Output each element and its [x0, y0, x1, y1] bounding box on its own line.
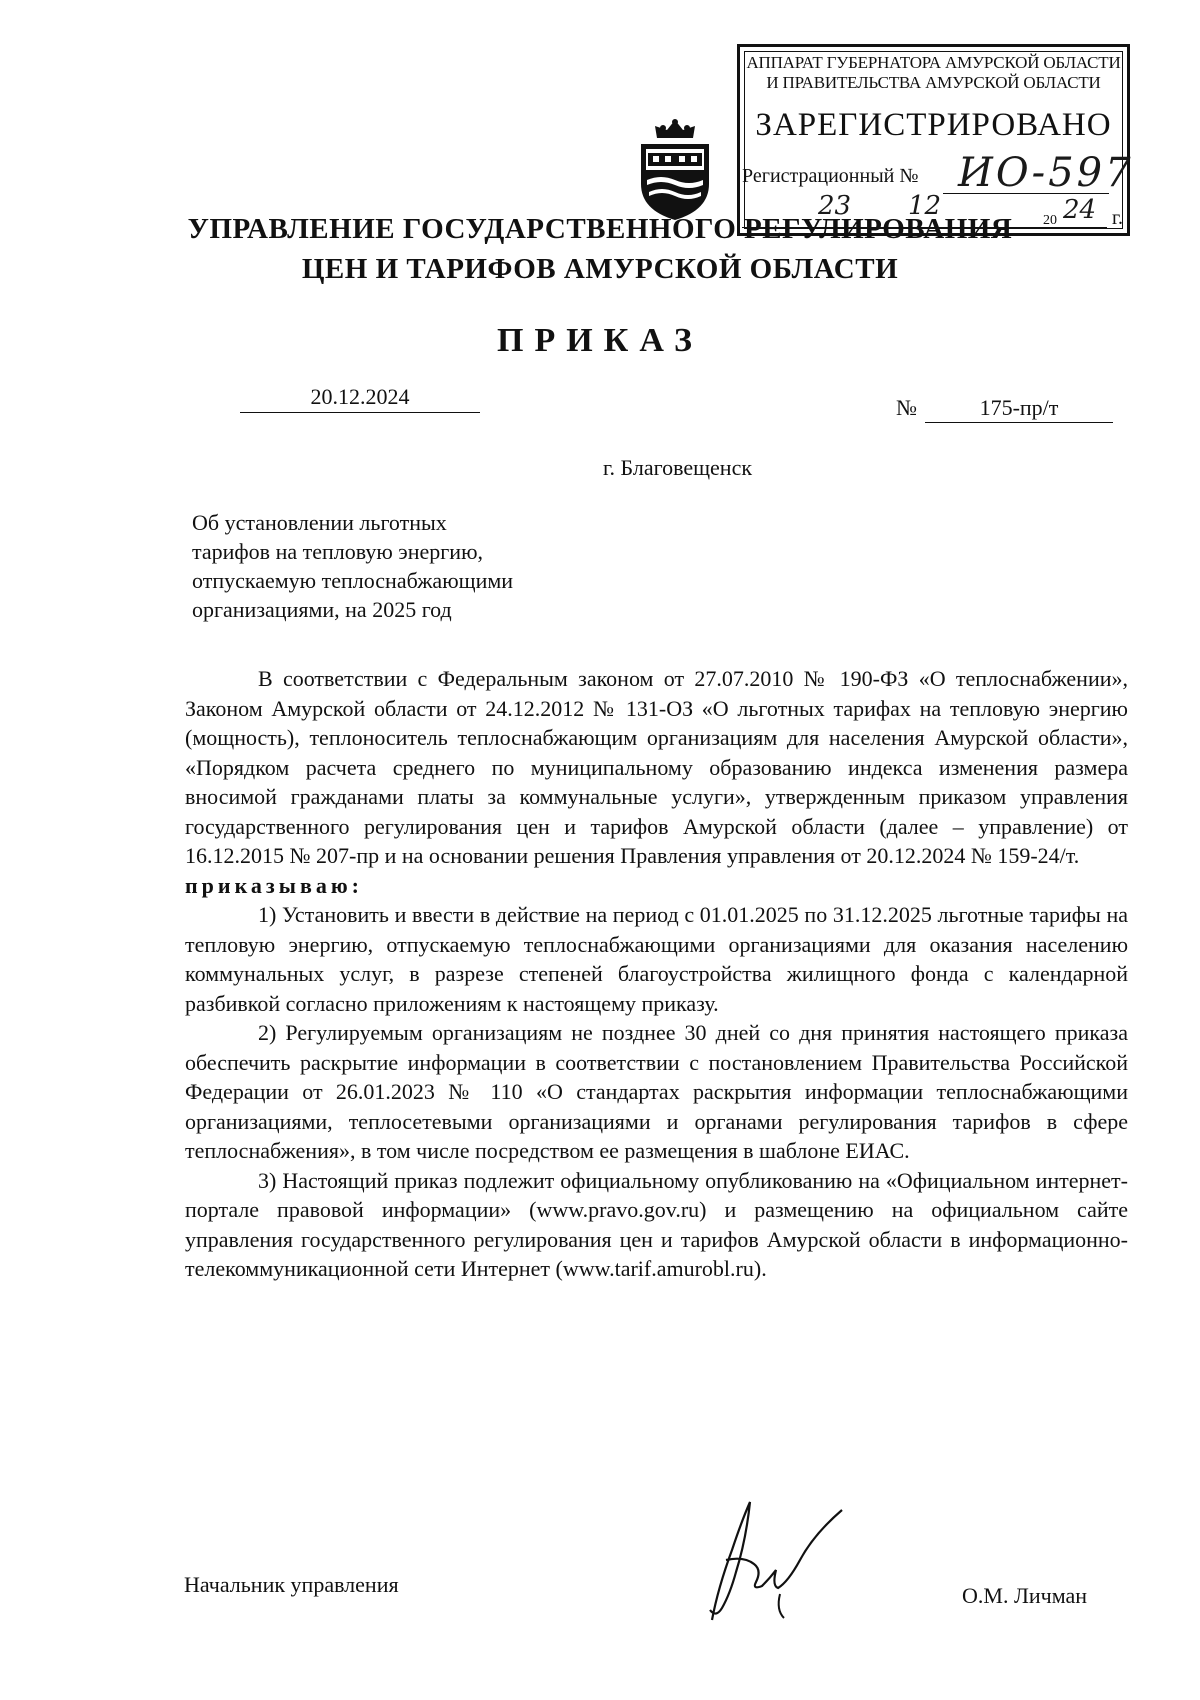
organization-title-line1: УПРАВЛЕНИЕ ГОСУДАРСТВЕННОГО РЕГУЛИРОВАНИЯ: [187, 213, 1013, 245]
stamp-reg-label: Регистрационный №: [742, 165, 919, 187]
order-subject: [192, 508, 513, 624]
subject-line: Об установлении льготных: [192, 510, 447, 535]
registration-stamp: [737, 44, 1134, 236]
order-date-underline: [240, 412, 480, 413]
stamp-date-day: 23: [818, 191, 852, 221]
order-item-1: 1) Установить и ввести в действие на период с 01.01.2025 по 31.12.2025 льготные тарифы на тепловую энергию, отпускаемую теплоснабжающими организациями для оказания населению коммунальных услуг, в разрезе степеней благоустройства жилищного фонда с календарной разбивкой согласно приложениям к настоящему приказу.: [185, 902, 1128, 1016]
signer-position: Начальник управления: [184, 1572, 399, 1597]
stamp-reg-number: ИО-597: [958, 150, 1134, 196]
order-date: 20.12.2024: [310, 384, 410, 409]
preamble-paragraph: В соответствии с Федеральным законом от 27.07.2010 № 190-ФЗ «О теплоснабжении», Законом Амурской области от 24.12.2012 № 131-ОЗ «О льготных тарифах на тепловую энергию (мощность), теплоноситель теплоснабжающим организациям для населения Амурской области», «Порядком расчета среднего по муниципальному образованию индекса изменения размера вносимой гражданами платы за коммунальные услуги», утвержденным приказом управления государственного регулирования цен и тарифов Амурской области (далее – управление) от 16.12.2015 № 207-пр и на основании решения Правления управления от 20.12.2024 № 159-24/т.: [185, 666, 1128, 868]
stamp-date-month: 12: [908, 191, 942, 221]
order-body: [185, 664, 1128, 1284]
coat-of-arms-emblem: [633, 118, 717, 222]
subject-line: тарифов на тепловую энергию,: [192, 539, 484, 564]
stamp-date-year: 24: [1063, 195, 1097, 225]
order-word: приказываю:: [185, 872, 363, 898]
stamp-org-line2: И ПРАВИТЕЛЬСТВА АМУРСКОЙ ОБЛАСТИ: [766, 73, 1101, 92]
document-type-title: ПРИКАЗ: [497, 322, 703, 359]
stamp-organization: [740, 53, 1127, 93]
city: г. Благовещенск: [602, 455, 753, 480]
order-number-underline: [925, 422, 1113, 423]
stamp-year-prefix: 20: [1043, 213, 1057, 228]
stamp-year-suffix: г.: [1112, 207, 1123, 229]
order-item-2: 2) Регулируемым организациям не позднее 30 дней со дня принятия настоящего приказа обеспечить раскрытие информации в соответствии с постановлением Правительства Российской Федерации от 26.01.2023 № 110 «О стандартах раскрытия информации теплоснабжающими организациями, теплосетевыми организациями и органами регулирования тарифов в сфере теплоснабжения», в том числе посредством ее размещения в шаблоне ЕИАС.: [185, 1020, 1128, 1163]
stamp-title: ЗАРЕГИСТРИРОВАНО: [755, 107, 1112, 143]
organization-title-line2: ЦЕН И ТАРИФОВ АМУРСКОЙ ОБЛАСТИ: [301, 253, 899, 285]
stamp-org-line1: АППАРАТ ГУБЕРНАТОРА АМУРСКОЙ ОБЛАСТИ: [746, 53, 1121, 72]
subject-line: организациями, на 2025 год: [192, 597, 452, 622]
subject-line: отпускаемую теплоснабжающими: [192, 568, 514, 593]
order-item-3: 3) Настоящий приказ подлежит официальному опубликованию на «Официальном интернет-портале правовой информации» (www.pravo.gov.ru) и размещению на официальном сайте управления государственного регулирования цен и тарифов Амурской области в информационно-телекоммуникационной сети Интернет (www.tarif.amurobl.ru).: [185, 1167, 1128, 1281]
handwritten-signature: [692, 1490, 852, 1630]
signer-name: О.М. Личман: [962, 1583, 1088, 1608]
order-number-sign: №: [896, 395, 917, 420]
order-number: 175-пр/т: [979, 395, 1059, 420]
